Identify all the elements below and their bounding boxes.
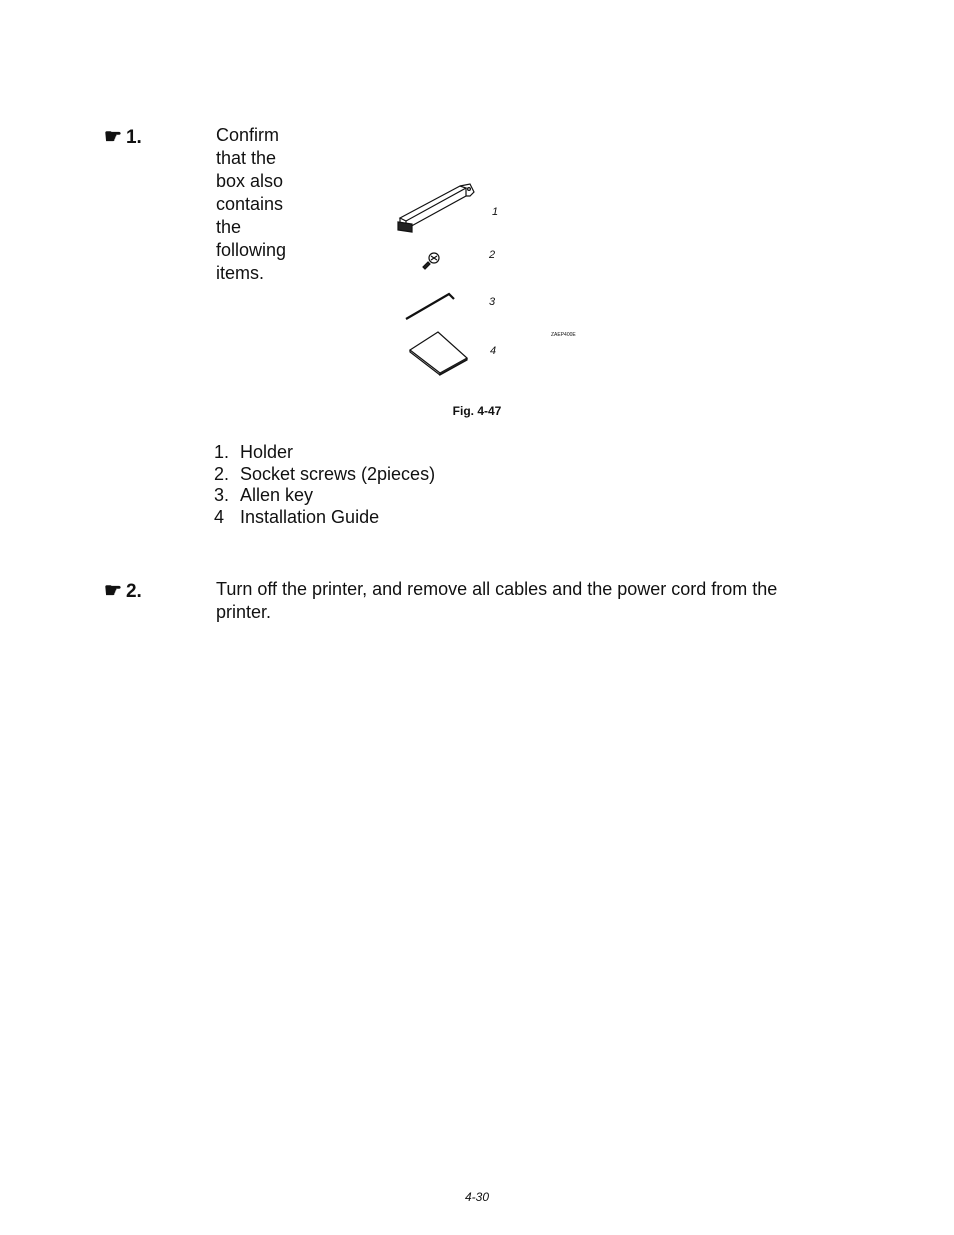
list-item-number: 3.	[214, 485, 230, 506]
list-item-label: Installation Guide	[240, 507, 380, 528]
items-list	[214, 442, 435, 529]
allen-key-drawing	[406, 294, 454, 319]
list-item-number: 4	[214, 507, 225, 528]
list-item	[214, 464, 435, 486]
step-1-text: Confirm that the box also contains the following items.	[216, 125, 287, 283]
callout-1: 1	[492, 206, 499, 218]
pointing-hand-icon: ☛	[104, 580, 122, 602]
page-number: 4-30	[464, 1190, 490, 1204]
list-item-label: Holder	[240, 442, 294, 462]
holder-drawing	[398, 184, 474, 232]
callout-3: 3	[489, 296, 496, 308]
callout-4: 4	[490, 345, 497, 357]
step-1-marker	[104, 124, 142, 149]
list-item	[214, 507, 435, 529]
list-item	[214, 485, 435, 507]
callout-2: 2	[489, 249, 496, 261]
parts-figure	[390, 180, 590, 380]
figure-caption: Fig. 4-47	[452, 404, 502, 418]
figure-code: ZAEP400E	[551, 332, 576, 338]
step-2-number: 2.	[125, 581, 142, 602]
list-item-label: Allen key	[240, 485, 314, 506]
step-1-number: 1.	[125, 127, 142, 148]
pointing-hand-icon: ☛	[104, 126, 122, 148]
list-item-number: 1.	[214, 442, 230, 462]
guide-drawing	[410, 332, 467, 375]
step-2-marker	[104, 578, 142, 603]
list-item	[214, 442, 435, 464]
list-item-label: Socket screws (2pieces)	[240, 463, 436, 484]
list-item-number: 2.	[214, 463, 230, 484]
screw-drawing	[423, 253, 439, 269]
step-2-text: Turn off the printer, and remove all cables and the power cord from the printer.	[216, 579, 778, 622]
